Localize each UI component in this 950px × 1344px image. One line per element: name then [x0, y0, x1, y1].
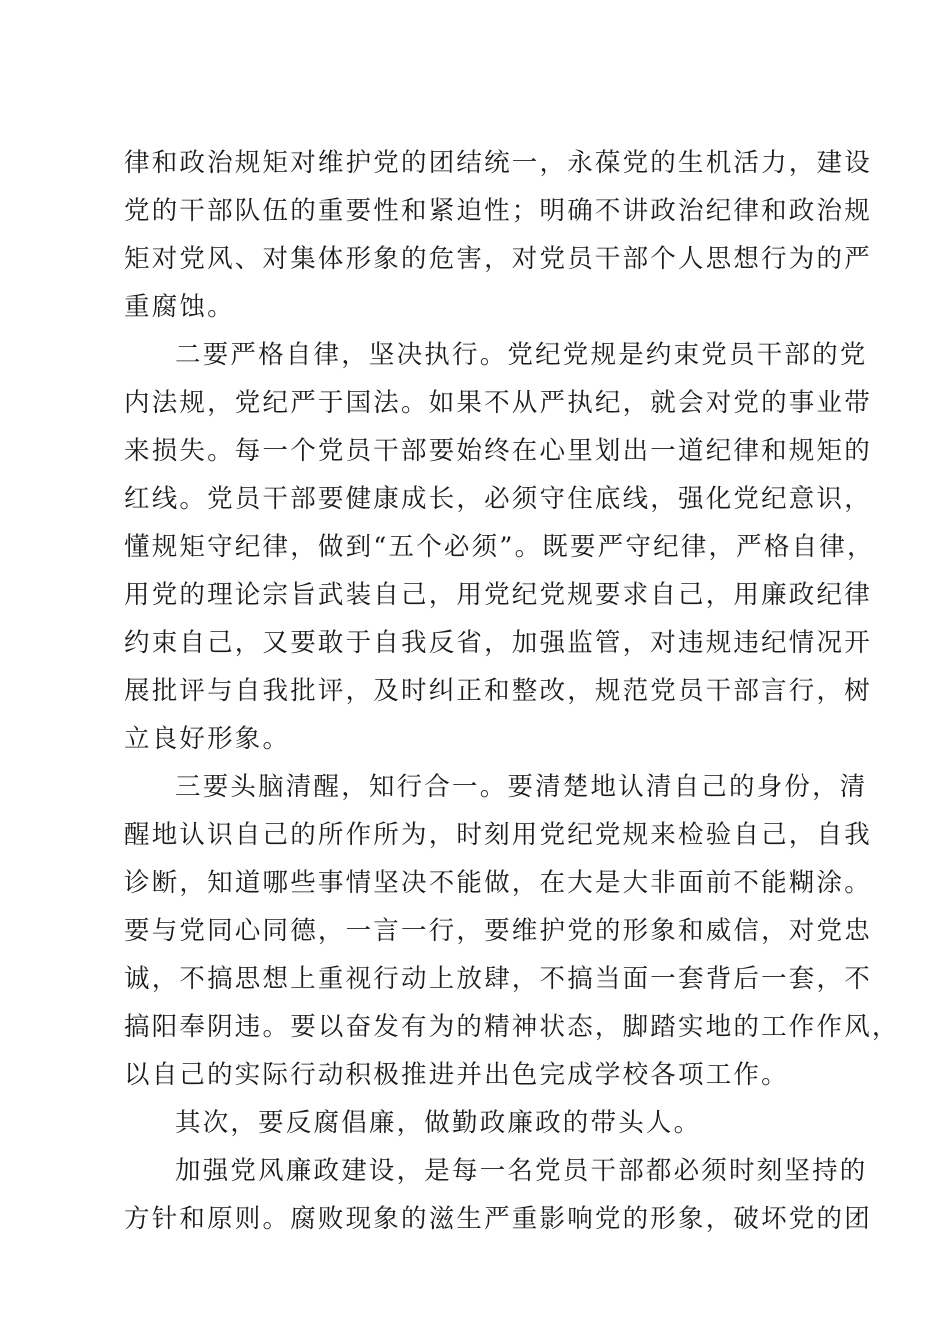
text-line: 矩对党风、对集体形象的危害，对党员干部个人思想行为的严 [124, 244, 872, 274]
text-line: 诚，不搞思想上重视行动上放肆，不搞当面一套背后一套，不 [124, 964, 872, 994]
paragraph-start-line: 加强党风廉政建设，是每一名党员干部都必须时刻坚持的 [175, 1156, 868, 1186]
text-line: 党的干部队伍的重要性和紧迫性；明确不讲政治纪律和政治规 [124, 196, 872, 226]
text-line: 内法规，党纪严于国法。如果不从严执纪，就会对党的事业带 [124, 388, 872, 418]
paragraph-start-line: 二要严格自律，坚决执行。党纪党规是约束党员干部的党 [175, 340, 868, 370]
text-line: 用党的理论宗旨武装自己，用党纪党规要求自己，用廉政纪律 [124, 580, 872, 610]
text-line: 诊断，知道哪些事情坚决不能做，在大是大非面前不能糊涂。 [124, 868, 872, 898]
text-line: 搞阳奉阴违。要以奋发有为的精神状态，脚踏实地的工作作风， [124, 1012, 900, 1042]
text-line: 重腐蚀。 [124, 292, 235, 322]
text-line: 立良好形象。 [124, 724, 291, 754]
text-line: 约束自己，又要敢于自我反省，加强监管，对违规违纪情况开 [124, 628, 872, 658]
paragraph-start-line: 三要头脑清醒，知行合一。要清楚地认清自己的身份，清 [175, 772, 868, 802]
text-line: 展批评与自我批评，及时纠正和整改，规范党员干部言行，树 [124, 676, 872, 706]
text-line: 以自己的实际行动积极推进并出色完成学校各项工作。 [124, 1060, 789, 1090]
text-line: 来损失。每一个党员干部要始终在心里划出一道纪律和规矩的 [124, 436, 872, 466]
text-line: 醒地认识自己的所作所为，时刻用党纪党规来检验自己，自我 [124, 820, 872, 850]
section-heading-line: 其次，要反腐倡廉，做勤政廉政的带头人。 [175, 1108, 702, 1138]
text-line: 方针和原则。腐败现象的滋生严重影响党的形象，破坏党的团 [124, 1204, 872, 1234]
text-line: 律和政治规矩对维护党的团结统一，永葆党的生机活力，建设 [124, 148, 872, 178]
body-text [124, 139, 900, 1243]
text-line: 要与党同心同德，一言一行，要维护党的形象和威信，对党忠 [124, 916, 872, 946]
text-line: 红线。党员干部要健康成长，必须守住底线，强化党纪意识， [124, 484, 872, 514]
text-line: 懂规矩守纪律，做到“五个必须”。既要严守纪律，严格自律， [124, 532, 875, 562]
